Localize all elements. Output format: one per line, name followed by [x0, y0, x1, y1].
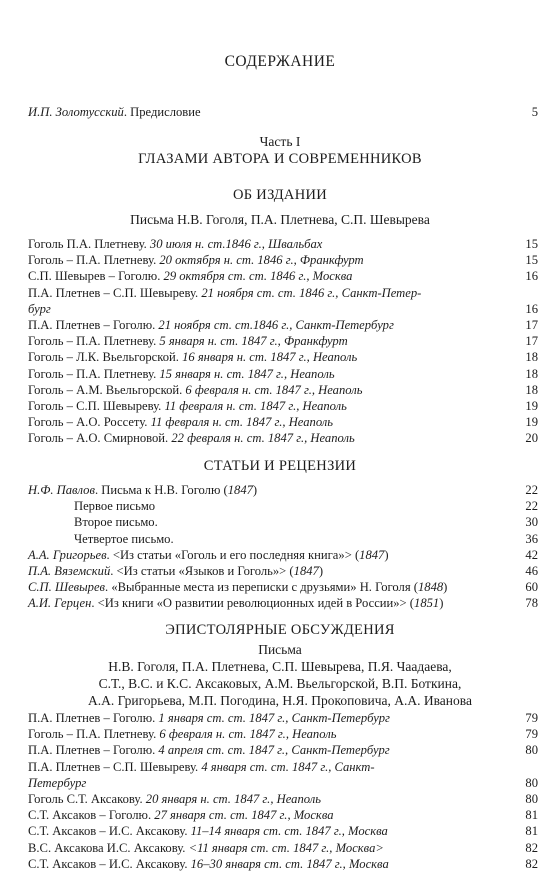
entry-text: . <Из статьи «Гоголь и его последняя книга»> ( — [106, 547, 360, 562]
toc-entry — [28, 317, 538, 333]
entry-title — [28, 430, 355, 446]
entry-date-place: 27 января ст. ст. 1847 г., Москва — [154, 808, 334, 823]
toc-entry — [28, 333, 538, 349]
entry-title — [28, 317, 394, 333]
entry-date-place: 4 января ст. ст. 1847 г., Санкт- — [201, 759, 375, 774]
toc-entry — [28, 430, 538, 446]
toc-entry — [28, 856, 538, 872]
page-number: 16 — [525, 269, 538, 284]
entry-title — [74, 514, 158, 530]
entry-correspondents: П.А. Плетнев – С.П. Шевыреву. — [28, 285, 202, 300]
entry-title — [28, 349, 357, 365]
entry-correspondents: С.П. Шевырев – Гоголю. — [28, 269, 164, 284]
entry-correspondents: Гоголь С.Т. Аксакову. — [28, 792, 146, 806]
entry-title — [28, 856, 389, 872]
page-number: 30 — [525, 515, 538, 530]
page-number: 17 — [525, 334, 538, 349]
entry-correspondents: Гоголь – П.А. Плетневу. — [28, 727, 160, 742]
entry-title — [74, 531, 174, 547]
entry-title — [28, 791, 321, 807]
toc-entry — [28, 236, 538, 252]
entry-date-place: 21 ноября ст. ст. 1846 г., Санкт-Петер- — [201, 285, 422, 300]
toc-entry — [28, 579, 538, 595]
entry-correspondents: П.А. Плетнев – Гоголю. — [28, 711, 159, 725]
toc-entry — [28, 301, 538, 317]
entry-correspondents: П.А. Плетнев – С.П. Шевыреву. — [28, 759, 202, 774]
entry-date-place: бург — [28, 301, 51, 316]
toc-title: СОДЕРЖАНИЕ — [224, 53, 336, 70]
toc-entry — [28, 823, 538, 839]
entry-correspondents: Гоголь – Л.К. Вьельгорской. — [28, 350, 183, 365]
section3-subtitle-line: Н.В. Гоголя, П.А. Плетнева, С.П. Шевырева, П.Я. Чаадаева, — [108, 659, 452, 674]
entry-title — [28, 823, 388, 839]
entry-date-place: 11 февраля н. ст. 1847 г., Неаполь — [164, 399, 347, 413]
entry-date-place: 4 апреля ст. ст. 1847 г., Санкт-Петербург — [158, 743, 390, 758]
page-number: 79 — [525, 711, 538, 725]
page-number: 46 — [525, 564, 538, 578]
toc-entry — [28, 285, 538, 301]
toc-entry — [28, 268, 538, 284]
entry-title — [28, 398, 347, 414]
entry-title — [28, 333, 348, 349]
entry-date-place: 11 февраля н. ст. 1847 г., Неаполь — [150, 415, 334, 430]
entry-title — [28, 366, 335, 382]
page-number: 36 — [525, 531, 538, 546]
entry-year: 1847 — [359, 547, 385, 562]
page-number: 81 — [525, 808, 538, 823]
entry-text: Четвертое письмо. — [74, 531, 174, 546]
part-title: ГЛАЗАМИ АВТОРА И СОВРЕМЕННИКОВ — [138, 151, 422, 167]
entry-correspondents: Гоголь – С.П. Шевыреву. — [28, 399, 165, 413]
entry-title — [28, 726, 336, 742]
page-number: 80 — [525, 792, 538, 806]
entry-date-place: 11–14 января ст. ст. 1847 г., Москва — [190, 824, 388, 839]
entry-text: . Письма к Н.В. Гоголю ( — [94, 483, 228, 497]
page-number: 60 — [525, 580, 538, 595]
entry-correspondents: С.Т. Аксаков – И.С. Аксакову. — [28, 856, 191, 871]
entry-correspondents: Гоголь – П.А. Плетневу. — [28, 366, 160, 381]
entry-title — [28, 807, 334, 823]
entry-correspondents: П.А. Плетнев – Гоголю. — [28, 318, 159, 332]
entry-correspondents: Гоголь – П.А. Плетневу. — [28, 334, 160, 349]
entry-title — [28, 482, 257, 498]
entry-author: А.А. Григорьев — [28, 547, 107, 562]
entry-title — [28, 759, 375, 775]
entry-date-place: 29 октября ст. ст. 1846 г., Москва — [163, 269, 353, 284]
entry-title — [28, 547, 389, 563]
toc-entry — [28, 595, 538, 611]
entry-author: Н.Ф. Павлов — [28, 483, 95, 497]
page-number: 80 — [525, 775, 538, 790]
entry-text-end: ) — [318, 564, 324, 578]
toc-entry — [28, 482, 538, 498]
entry-title — [28, 285, 421, 301]
page-number: 22 — [525, 483, 538, 497]
preface-row — [28, 104, 538, 120]
part-label: Часть I — [259, 134, 301, 149]
entry-title — [74, 498, 155, 514]
entry-title — [28, 382, 362, 398]
toc-entry — [28, 807, 538, 823]
toc-entry — [28, 759, 538, 775]
toc-entry — [28, 252, 538, 268]
toc-entry — [28, 382, 538, 398]
page-number: 15 — [525, 253, 538, 268]
entry-correspondents: Гоголь – А.О. Смирновой. — [28, 431, 172, 446]
entry-correspondents: В.С. Аксакова И.С. Аксакову. — [28, 840, 189, 855]
entry-date-place: 6 февраля н. ст. 1847 г., Неаполь — [159, 727, 337, 742]
entry-date-place: 1 января ст. ст. 1847 г., Санкт-Петербург — [158, 711, 390, 725]
section2-title: СТАТЬИ И РЕЦЕНЗИИ — [203, 458, 357, 474]
toc-entry — [28, 531, 538, 547]
page-number: 19 — [525, 415, 538, 430]
entry-date-place: 16 января н. ст. 1847 г., Неаполь — [182, 350, 358, 365]
entry-title — [28, 252, 364, 268]
toc-entry — [28, 514, 538, 530]
entry-text: Второе письмо. — [74, 515, 158, 530]
entry-title — [28, 579, 447, 595]
toc-entry — [28, 726, 538, 742]
entry-author: А.И. Герцен — [28, 596, 92, 611]
entry-title — [28, 742, 390, 758]
entry-correspondents: Гоголь – А.О. Россету. — [28, 415, 151, 430]
page-number: 82 — [525, 856, 538, 871]
entry-title — [28, 301, 51, 317]
page-number: 81 — [525, 824, 538, 839]
preface-author: И.П. Золотусский — [28, 105, 124, 119]
entry-title — [28, 414, 333, 430]
entry-date-place: 15 января н. ст. 1847 г., Неаполь — [159, 366, 335, 381]
page-number: 82 — [525, 840, 538, 855]
entry-text: . «Выбранные места из переписки с друзьями» Н. Гоголя ( — [105, 580, 418, 595]
entry-text: Первое письмо — [74, 499, 156, 514]
entry-text-end: ) — [252, 483, 258, 497]
page-number: 17 — [525, 318, 538, 332]
entry-title — [28, 563, 323, 579]
entry-date-place: 22 февраля н. ст. 1847 г., Неаполь — [171, 431, 355, 446]
toc-entry — [28, 563, 538, 579]
entry-correspondents: Гоголь П.А. Плетневу. — [28, 237, 150, 251]
entry-year: 1847 — [227, 483, 253, 497]
entry-year: 1848 — [417, 580, 444, 595]
entry-text: . <Из статьи «Языков и Гоголь»> ( — [110, 564, 294, 578]
section3-title: ЭПИСТОЛЯРНЫЕ ОБСУЖДЕНИЯ — [165, 622, 395, 638]
entry-correspondents: Гоголь – П.А. Плетневу. — [28, 253, 160, 268]
section3-subtitle-line: Письма — [258, 642, 302, 657]
entry-date-place: Петербург — [28, 775, 87, 790]
toc-entry — [28, 775, 538, 791]
toc-entry — [28, 349, 538, 365]
section3-subtitle-line: С.Т., В.С. и К.С. Аксаковых, А.М. Вьельгорской, В.П. Боткина, — [98, 676, 462, 691]
entry-title — [28, 268, 352, 284]
entry-text: . <Из книги «О развитии революционных идей в России»> ( — [91, 596, 415, 611]
entry-correspondents: Гоголь – А.М. Вьельгорской. — [28, 382, 186, 397]
page-number: 22 — [525, 499, 538, 514]
entry-text-end: ) — [439, 596, 444, 611]
entry-year: 1851 — [414, 596, 440, 611]
entry-date-place: 20 января н. ст. 1847 г., Неаполь — [145, 792, 321, 806]
entry-title — [28, 236, 322, 252]
page-number: 20 — [525, 431, 538, 446]
toc-entry — [28, 840, 538, 856]
entry-title — [28, 595, 443, 611]
page-number: 42 — [525, 547, 538, 562]
page-number: 5 — [531, 105, 538, 119]
toc-entry — [28, 791, 538, 807]
page-number: 18 — [525, 366, 538, 381]
entry-correspondents: С.Т. Аксаков – И.С. Аксакову. — [28, 824, 191, 839]
page-number: 15 — [525, 237, 538, 251]
entry-title — [28, 710, 390, 726]
section1-title: ОБ ИЗДАНИИ — [232, 187, 328, 203]
entry-correspondents: П.А. Плетнев – Гоголю. — [28, 743, 159, 758]
section3-subtitle-line: А.А. Григорьева, М.П. Погодина, Н.Я. Прокоповича, А.А. Иванова — [88, 693, 472, 708]
entry-correspondents: С.Т. Аксаков – Гоголю. — [28, 808, 155, 823]
entry-date-place: 21 ноября ст. ст.1846 г., Санкт-Петербург — [158, 318, 394, 332]
page-number: 18 — [525, 382, 538, 397]
page-number: 79 — [525, 727, 538, 742]
entry-text-end: ) — [384, 547, 389, 562]
toc-entry — [28, 366, 538, 382]
section1-subtitle: Письма Н.В. Гоголя, П.А. Плетнева, С.П. Шевырева — [130, 212, 430, 227]
entry-date-place: 30 июля н. ст.1846 г., Швальбах — [149, 237, 323, 251]
toc-entry — [28, 398, 538, 414]
preface-text: . Предисловие — [123, 105, 201, 119]
toc-entry — [28, 547, 538, 563]
entry-author: С.П. Шевырев — [28, 580, 106, 595]
entry-date-place: 5 января н. ст. 1847 г., Франкфурт — [159, 334, 348, 349]
page-number: 78 — [525, 596, 538, 611]
entry-date-place: 16–30 января ст. ст. 1847 г., Москва — [190, 856, 389, 871]
entry-title — [28, 775, 86, 791]
entry-author: П.А. Вяземский — [28, 564, 111, 578]
page-number: 19 — [525, 399, 538, 413]
entry-date-place: 20 октября н. ст. 1846 г., Франкфурт — [159, 253, 364, 268]
entry-date-place: <11 января ст. ст. 1847 г., Москва> — [188, 840, 384, 855]
toc-entry — [28, 742, 538, 758]
entry-title — [28, 840, 384, 856]
entry-text-end: ) — [443, 580, 448, 595]
entry-year: 1847 — [293, 564, 319, 578]
entry-date-place: 6 февраля н. ст. 1847 г., Неаполь — [185, 382, 363, 397]
page-number: 80 — [525, 743, 538, 758]
page-number: 16 — [525, 301, 538, 316]
page-number: 18 — [525, 350, 538, 365]
toc-entry — [28, 414, 538, 430]
toc-entry — [28, 498, 538, 514]
toc-entry — [28, 710, 538, 726]
